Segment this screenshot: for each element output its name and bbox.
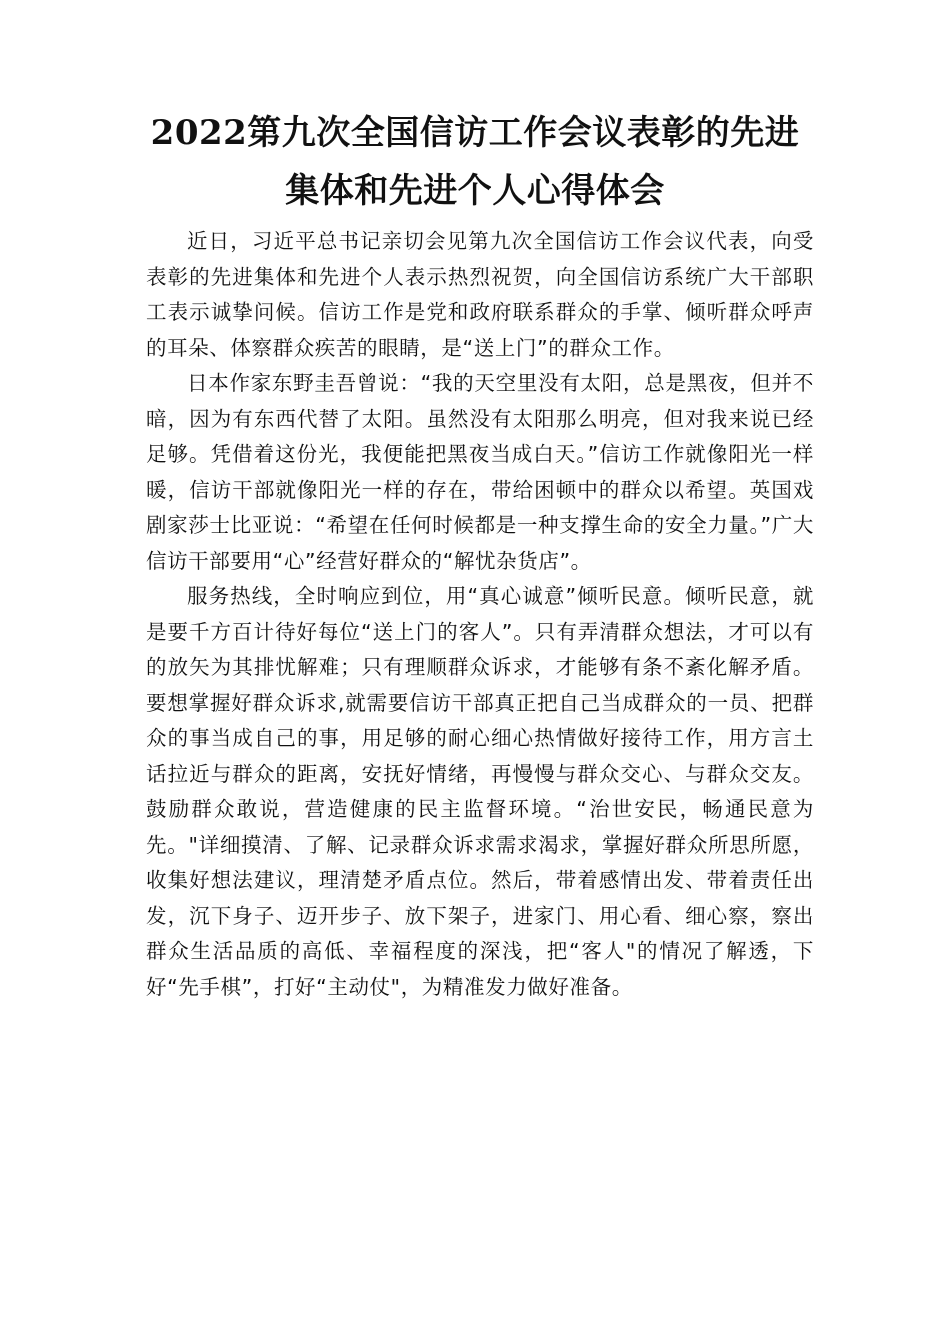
paragraph-2: 日本作家东野圭吾曾说：“我的天空里没有太阳，总是黑夜，但并不暗，因为有东西代替了太阳。虽然没有太阳那么明亮，但对我来说已经足够。凭借着这份光，我便能把黑夜当成白天。”信访工作就像阳光一样暖，信访干部就像阳光一样的存在，带给困顿中的群众以希望。英国戏剧家莎士比亚说：“希望在任何时候都是一种支撑生命的安全力量。”广大信访干部要用“心”经营好群众的“解忧杂货店”。 <box>146 371 814 573</box>
paragraph-1: 近日，习近平总书记亲切会见第九次全国信访工作会议代表，向受表彰的先进集体和先进个人表示热烈祝贺，向全国信访系统广大干部职工表示诚挚问候。信访工作是党和政府联系群众的手掌、倾听群众呼声的耳朵、体察群众疾苦的眼睛，是“送上门”的群众工作。 <box>146 229 814 360</box>
document-title-line-1: 2022第九次全国信访工作会议表彰的先进 <box>150 113 800 153</box>
document-body <box>146 224 814 1005</box>
paragraph-3: 服务热线，全时响应到位，用“真心诚意”倾听民意。倾听民意，就是要千方百计待好每位“送上门的客人”。只有弄清群众想法，才可以有的放矢为其排忧解难；只有理顺群众诉求，才能够有条不紊化解矛盾。要想掌握好群众诉求,就需要信访干部真正把自己当成群众的一员、把群众的事当成自己的事，用足够的耐心细心热情做好接待工作，用方言土话拉近与群众的距离，安抚好情绪，再慢慢与群众交心、与群众交友。鼓励群众敢说，营造健康的民主监督环境。“治世安民，畅通民意为先。"详细摸清、了解、记录群众诉求需求渴求，掌握好群众所思所愿，收集好想法建议，理清楚矛盾点位。然后，带着感情出发、带着责任出发，沉下身子、迈开步子、放下架子，进家门、用心看、细心察，察出群众生活品质的高低、幸福程度的深浅，把“客人"的情况了解透，下好“先手棋”，打好“主动仗"，为精准发力做好准备。 <box>146 584 814 999</box>
document-title-line-2: 集体和先进个人心得体会 <box>285 171 665 211</box>
